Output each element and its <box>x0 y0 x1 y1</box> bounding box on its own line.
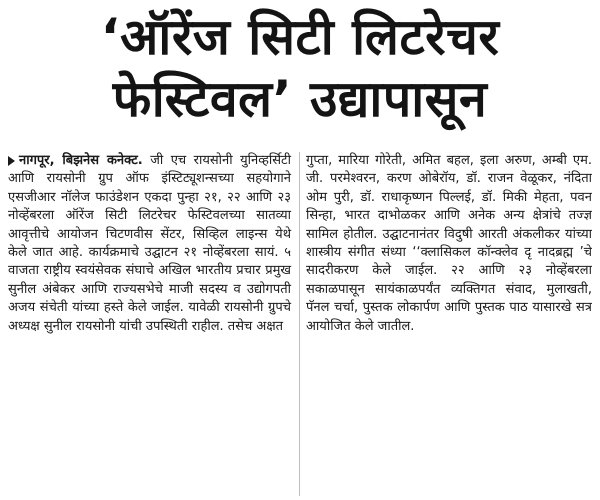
headline-line-2: फेस्टिवल’ उद्यापासून <box>112 70 488 128</box>
headline-line-1: ‘ऑरेंज सिटी लिटरेचर <box>100 8 500 66</box>
triangle-bullet-icon <box>8 156 15 166</box>
article-body <box>8 152 592 496</box>
article-text-right: गुप्ता, मारिया गोरेती, अमित बहल, इला अरुण, अम्बी एम. जी. परमेश्वरन, करण ओबेरॉय, डॉ. राजन वेळूकर, नंदिता ओम पुरी, डॉ. राधाकृष्णन पिल्लई, डॉ. मिकी मेहता, पवन सिन्हा, भारत दाभोळकर आणि अनेक अन्य क्षेत्रांचे तज्ज्ञ सामिल होतील. उद्घाटनानंतर विदुषी आरती अंकलीकर यांच्या शास्त्रीय संगीत संध्या ‘‘क्लासिकल कॉन्क्लेव दृ नादब्रह्म ’चे सादरीकरण केले जाईल. २२ आणि २३ नोव्हेंबरला सकाळपासून सायंकाळपर्यंत व्यक्तिगत संवाद, मुलाखती, पॅनल चर्चा, पुस्तक लोकार्पण आणि पुस्तक पाठ यासारखे सत्र आयोजित केले जातील. <box>306 153 592 334</box>
article-column-right <box>306 152 592 496</box>
headline <box>8 6 592 130</box>
article-text-left: जी एच रायसोनी युनिव्हर्सिटी आणि रायसोनी ग्रुप ऑफ इंस्टिट्यूशन्सच्या सहयोगाने एसजीआर नॉलेज फाउंडेशन एकदा पुन्हा २१, २२ आणि २३ नोव्हेंबरला ऑरेंज सिटी लिटरेचर फेस्टिवलच्या सातव्या आवृत्तीचे आयोजन चिटणवीस सेंटर, सिव्हिल लाइन्स येथे केले जात आहे. कार्यक्रमाचे उद्घाटन २१ नोव्हेंबरला सायं. ५ वाजता राष्ट्रीय स्वयंसेवक संघाचे अखिल भारतीय प्रचार प्रमुख सुनील अंबेकर आणि राज्यसभेचे माजी सदस्य व उद्योगपती अजय संचेती यांच्या हस्ते केले जाईल. यावेळी रायसोनी ग्रुपचे अध्यक्ष सुनील रायसोनी यांची उपस्थिती राहील. तसेच अक्षत <box>8 153 291 334</box>
article-column-left <box>8 152 300 496</box>
dateline: नागपूर, बिझनेस कनेक्ट. <box>19 153 143 168</box>
